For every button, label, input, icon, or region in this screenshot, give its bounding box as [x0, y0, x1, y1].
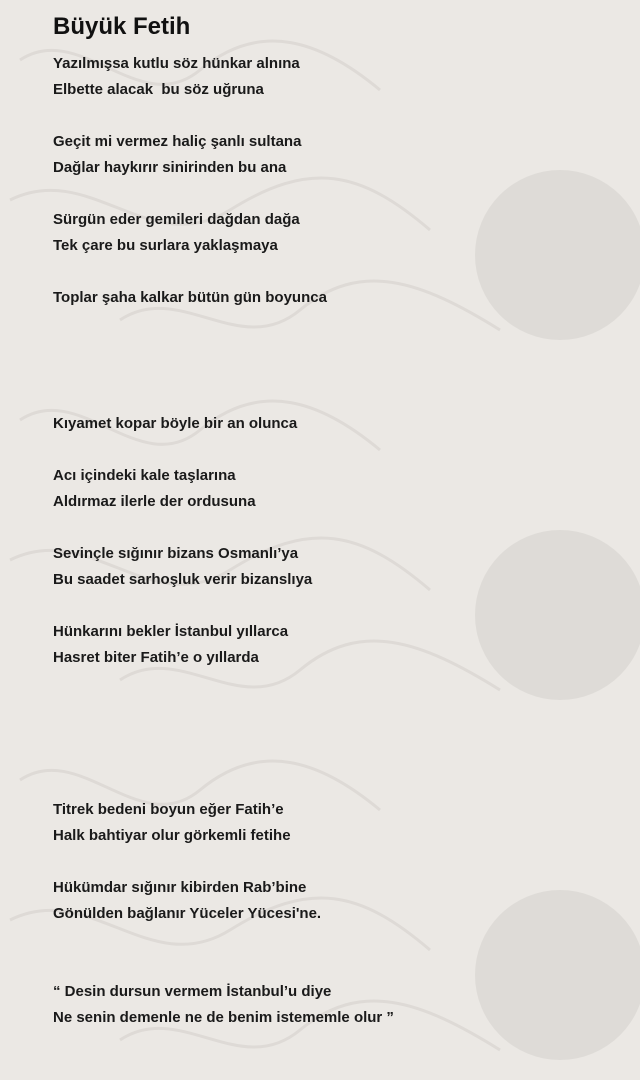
- poem-line: Dağlar haykırır sinirinden bu ana: [53, 159, 287, 176]
- poem-line: Hükümdar sığınır kibirden Rab’bine: [53, 879, 307, 896]
- poem-line: Halk bahtiyar olur görkemli fetihe: [53, 827, 291, 844]
- poem-line: Geçit mi vermez haliç şanlı sultana: [53, 133, 302, 150]
- poem-line: Kıyamet kopar böyle bir an olunca: [53, 415, 298, 432]
- poem-line: Tek çare bu surlara yaklaşmaya: [53, 237, 278, 254]
- poem-line: Toplar şaha kalkar bütün gün boyunca: [53, 289, 327, 306]
- poem-line: Hasret biter Fatih’e o yıllarda: [53, 649, 259, 666]
- poem-line: Gönülden bağlanır Yüceler Yücesi'ne.: [53, 905, 322, 922]
- poem-line: Hünkarını bekler İstanbul yıllarca: [53, 623, 289, 640]
- poem-line: Aldırmaz ilerle der ordusuna: [53, 493, 256, 510]
- poem-line: Bu saadet sarhoşluk verir bizanslıya: [53, 571, 313, 588]
- poem-line: “ Desin dursun vermem İstanbul’u diye: [53, 983, 332, 1000]
- poem-line: Acı içindeki kale taşlarına: [53, 467, 236, 484]
- poem-line: Ne senin demenle ne de benim istememle olur ”: [53, 1009, 394, 1026]
- poem-line: Yazılmışsa kutlu söz hünkar alnına: [53, 55, 300, 72]
- poem-title: Büyük Fetih: [53, 13, 191, 40]
- poem-line: Sürgün eder gemileri dağdan dağa: [53, 211, 300, 228]
- poem-line: Elbette alacak bu söz uğruna: [53, 81, 264, 98]
- poem-line: Sevinçle sığınır bizans Osmanlı’ya: [53, 545, 299, 562]
- poem-line: Titrek bedeni boyun eğer Fatih’e: [53, 801, 284, 818]
